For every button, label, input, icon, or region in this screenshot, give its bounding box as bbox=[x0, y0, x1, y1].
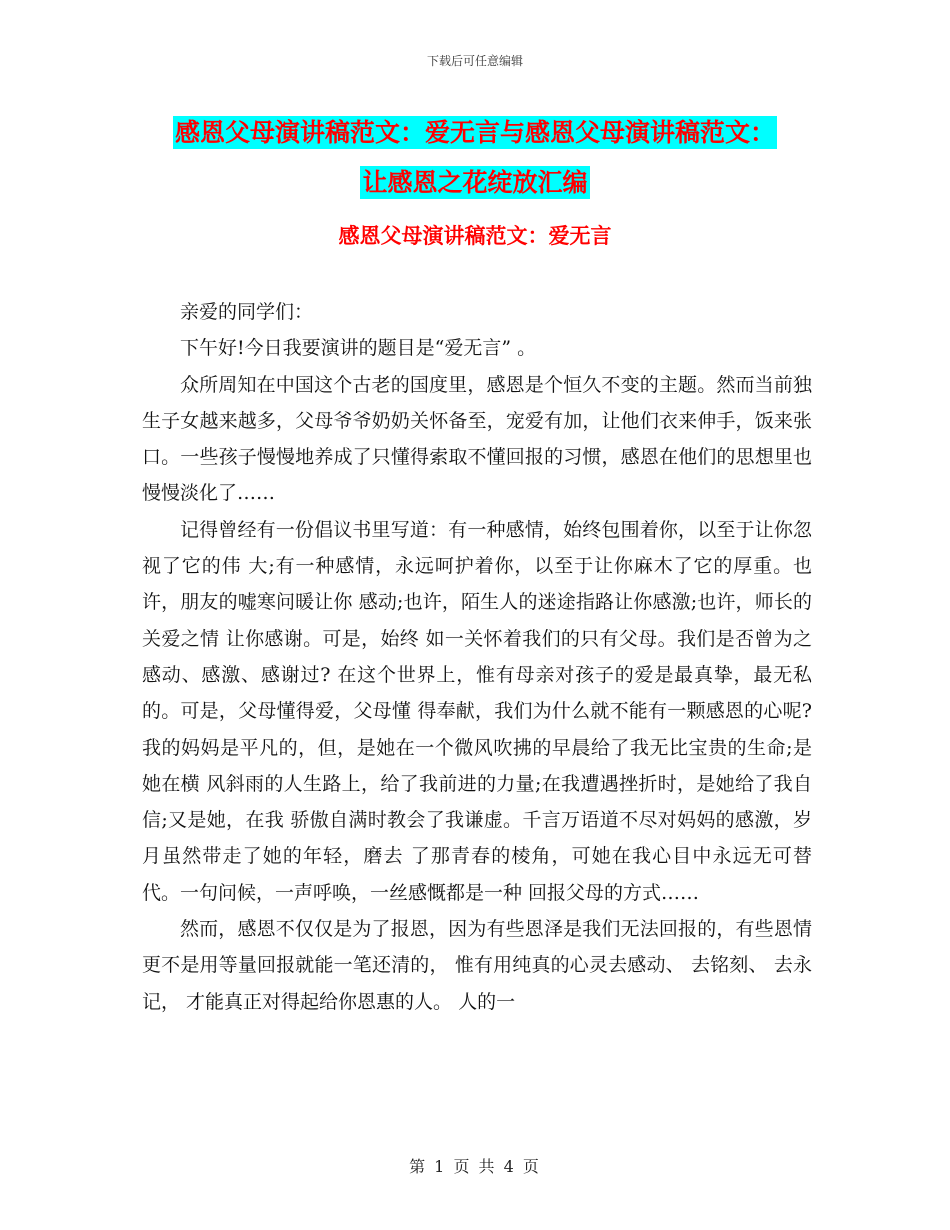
page-number-footer: 第 1 页 共 4 页 bbox=[409, 1157, 541, 1176]
page-header: 下载后可任意编辑 bbox=[426, 54, 523, 68]
body-text bbox=[142, 294, 812, 1020]
document-title-line-2: 让感恩之花绽放汇编 bbox=[362, 168, 588, 197]
opening-paragraph: 下午好!今日我要演讲的题目是“爱无言” 。 bbox=[180, 337, 537, 360]
body-paragraph: 众所周知在中国这个古老的国度里，感恩是个恒久不变的主题。然而当前独 生子女越来越多，父母爷爷奶奶关怀备至，宠爱有加，让他们衣来伸手，饭来张 口。一些孩子慢慢地养成了只懂得索取不懂回报的习惯，感恩在他们的思想里也 慢慢淡化了…… bbox=[142, 373, 812, 505]
body-paragraph: 然而，感恩不仅仅是为了报恩，因为有些恩泽是我们无法回报的，有些恩情 更不是用等量回报就能一笔还清的， 惟有用纯真的心灵去感动、 去铭刻、 去永记， 才能真正对得起给你恩惠的人。 人的一 bbox=[142, 918, 812, 1013]
document-title-line-1: 感恩父母演讲稿范文：爱无言与感恩父母演讲稿范文： bbox=[174, 118, 775, 147]
document-title bbox=[0, 108, 950, 208]
greeting-paragraph: 亲爱的同学们： bbox=[180, 301, 314, 323]
section-title: 感恩父母演讲稿范文：爱无言 bbox=[338, 224, 612, 248]
body-paragraph: 记得曾经有一份倡议书里写道：有一种感情，始终包围着你，以至于让你忽视了它的伟 大;有一种感情，永远呵护着你，以至于让你麻木了它的厚重。也许，朋友的嘘寒问暖让你 感动;也许，陌生人的迷途指路让你感激;也许，师长的关爱之情 让你感谢。可是，始终 如一关怀着我们的只有父母。我们是否曾为之感动、感激、感谢过? 在这个世界上，惟有母亲对孩子的爱是最真挚，最无私的。可是，父母懂得爱，父母懂 得奉献，我们为什么就不能有一颗感恩的心呢? 我的妈妈是平凡的，但，是她在一个微风吹拂的早晨给了我无比宝贵的生命;是她在横 风斜雨的人生路上，给了我前进的力量;在我遭遇挫折时，是她给了我自信;又是她，在我 骄傲自满时教会了我谦虚。千言万语道不尽对妈妈的感激，岁月虽然带走了她的年轻，磨去 了那青春的棱角，可她在我心目中永远无可替代。一句问候，一声呼唤，一丝感慨都是一种 回报父母的方式…… bbox=[142, 518, 812, 904]
